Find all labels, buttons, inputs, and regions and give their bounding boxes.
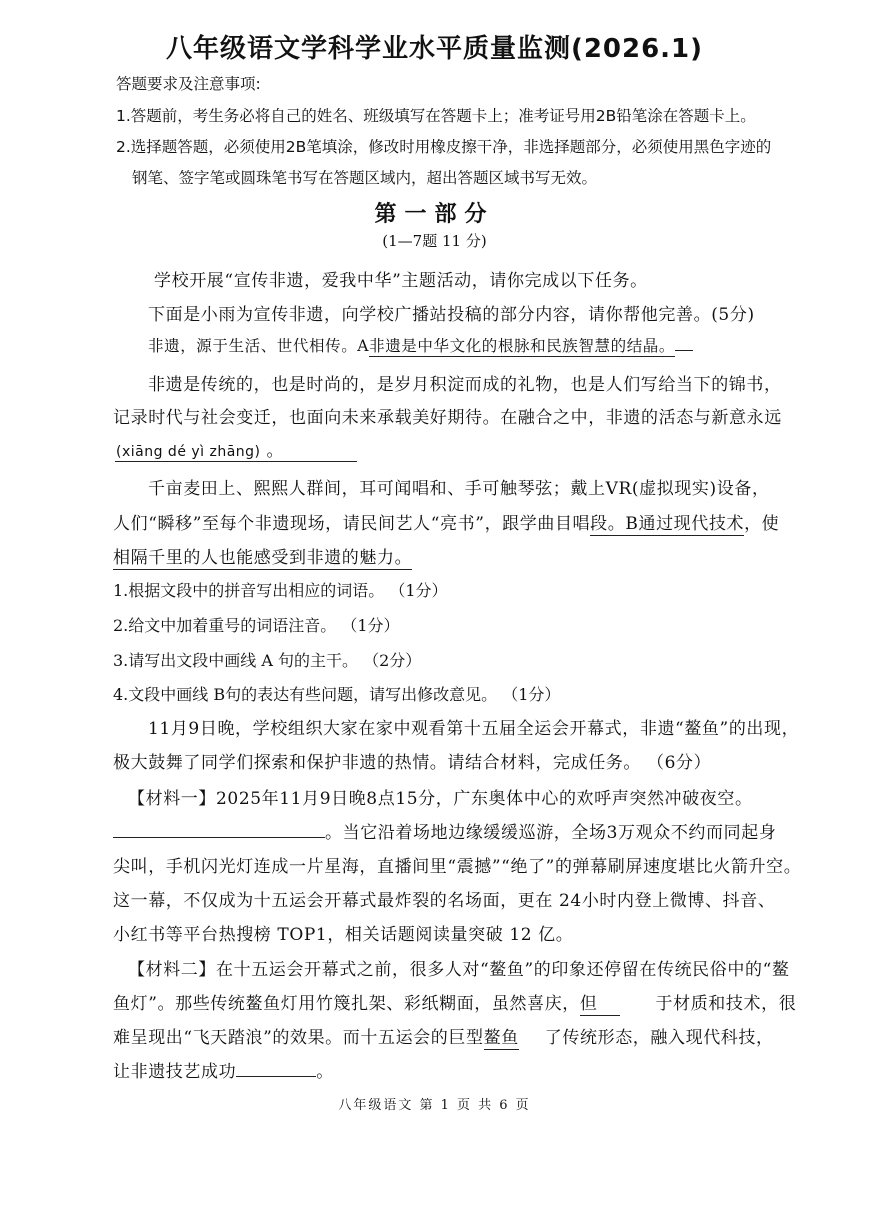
sentence-b-underlined-start: 段。B通过现代技术 xyxy=(590,514,745,534)
passage-line-6-start: 人们“瞬移”至每个非遗现场，请民间艺人“亮书”，跟学曲目唱 xyxy=(113,514,591,534)
note-2a: 2.选择题答题，必须使用2B笔填涂，修改时用橡皮擦干净，非选择题部分，必须使用黑色字迹的 xyxy=(116,138,772,156)
material2-line-4-end: 。 xyxy=(316,1062,334,1082)
material2-line-2-start: 鱼灯”。那些传统鳌鱼灯用竹篾扎架、彩纸糊面，虽然喜庆， xyxy=(113,994,580,1014)
material2-line-3-start: 难呈现出“飞天踏浪”的效果。而十五运会的巨型 xyxy=(113,1028,484,1048)
material1-line-2 xyxy=(113,818,776,843)
material2-line-3 xyxy=(113,1023,774,1048)
material2-answer-blank xyxy=(236,1060,316,1077)
material2-underlined-aoyu: 鳌鱼 xyxy=(483,1028,519,1048)
sentence-a-underlined: 非遗是中华文化的根脉和民族智慧的结晶。 xyxy=(369,337,676,355)
material2-line-1: 【材料二】在十五运会开幕式之前，很多人对“鳌鱼”的印象还停留在传统民俗中的“鳌 xyxy=(128,960,790,980)
passage-line-6-end: ，使 xyxy=(744,514,780,534)
question-3: 3.请写出文段中画线 A 句的主干。 （2分） xyxy=(113,651,422,670)
material1-line-1: 【材料一】2025年11月9日晚8点15分，广东奥体中心的欢呼声突然冲破夜空。 xyxy=(128,789,753,809)
passage-line-4-end: 。 xyxy=(266,441,285,461)
material1-line-4: 这一幕，不仅成为十五运会开幕式最炸裂的名场面，更在 24小时内登上微博、抖音、 xyxy=(113,891,776,911)
task2-line-1: 11月9日晚，学校组织大家在家中观看第十五届全运会开幕式，非遗“鳌鱼”的出现， xyxy=(148,719,800,739)
question-4: 4.文段中画线 B句的表达有些问题，请写出修改意见。 （1分） xyxy=(113,685,561,704)
material1-line-5: 小红书等平台热搜榜 TOP1，相关话题阅读量突破 12 亿。 xyxy=(113,925,574,945)
question-1: 1.根据文段中的拼音写出相应的词语。 （1分） xyxy=(113,581,448,600)
intro-paragraph-2: 下面是小雨为宣传非遗，向学校广播站投稿的部分内容，请你帮他完善。(5分) xyxy=(148,305,755,325)
note-2b: 钢笔、签字笔或圆珠笔书写在答题区域内，超出答题区域书写无效。 xyxy=(132,169,598,187)
part-title: 第一部分 xyxy=(374,202,495,227)
material2-line-3-end: 了传统形态，融入现代科技， xyxy=(544,1028,774,1048)
passage-line-4 xyxy=(116,436,284,461)
pinyin-blank: (xiāng dé yì zhāng) xyxy=(116,444,261,460)
material1-line-2-text: 。当它沿着场地边缘缓缓巡游，全场3万观众不约而同起身 xyxy=(325,823,777,843)
part-subtitle: (1—7题 11 分) xyxy=(382,232,487,250)
underline-tail xyxy=(675,350,693,351)
notes-heading: 答题要求及注意事项: xyxy=(116,75,261,93)
intro-paragraph-1: 学校开展“宣传非遗，爱我中华”主题活动，请你完成以下任务。 xyxy=(154,271,648,291)
passage-line-7 xyxy=(113,543,412,568)
sentence-b-underlined-end: 相隔千里的人也能感受到非遗的魅力。 xyxy=(113,548,413,568)
note-1: 1.答题前，考生务必将自己的姓名、班级填写在答题卡上；准考证号用2B铅笔涂在答题卡上。 xyxy=(116,107,756,125)
material2-line-2-end: 于材质和技术，很 xyxy=(655,994,797,1014)
passage-line-1-start: 非遗，源于生活、世代相传。A xyxy=(148,337,370,355)
passage-line-6 xyxy=(113,509,779,534)
material2-line-4-start: 让非遗技艺成功 xyxy=(113,1062,237,1082)
material2-line-2 xyxy=(113,989,796,1014)
passage-line-2: 非遗是传统的，也是时尚的，是岁月积淀而成的礼物，也是人们写给当下的锦书， xyxy=(148,375,782,395)
task2-line-2: 极大鼓舞了同学们探索和保护非遗的热情。请结合材料，完成任务。 （6分） xyxy=(113,753,712,773)
passage-line-3: 记录时代与社会变迁，也面向未来承载美好期待。在融合之中，非遗的活态与新意永远 xyxy=(113,408,782,428)
passage-line-1 xyxy=(148,334,693,356)
pinyin-answer-line xyxy=(115,461,357,462)
page-footer: 八年级语文 第 1 页 共 6 页 xyxy=(338,1098,531,1113)
material2-line-4 xyxy=(113,1057,334,1082)
material1-answer-blank xyxy=(113,821,325,838)
material1-line-3: 尖叫，手机闪光灯连成一片星海，直播间里“震撼”“绝了”的弹幕刷屏速度堪比火箭升空。 xyxy=(113,857,802,877)
question-2: 2.给文中加着重号的词语注音。 （1分） xyxy=(113,616,400,635)
passage-line-5: 千亩麦田上、熙熙人群间，耳可闻唱和、手可触琴弦；戴上VR(虚拟现实)设备， xyxy=(148,479,770,499)
material2-blank-dan: 但 xyxy=(580,994,620,1016)
exam-title: 八年级语文学科学业水平质量监测(2026.1) xyxy=(165,34,704,64)
